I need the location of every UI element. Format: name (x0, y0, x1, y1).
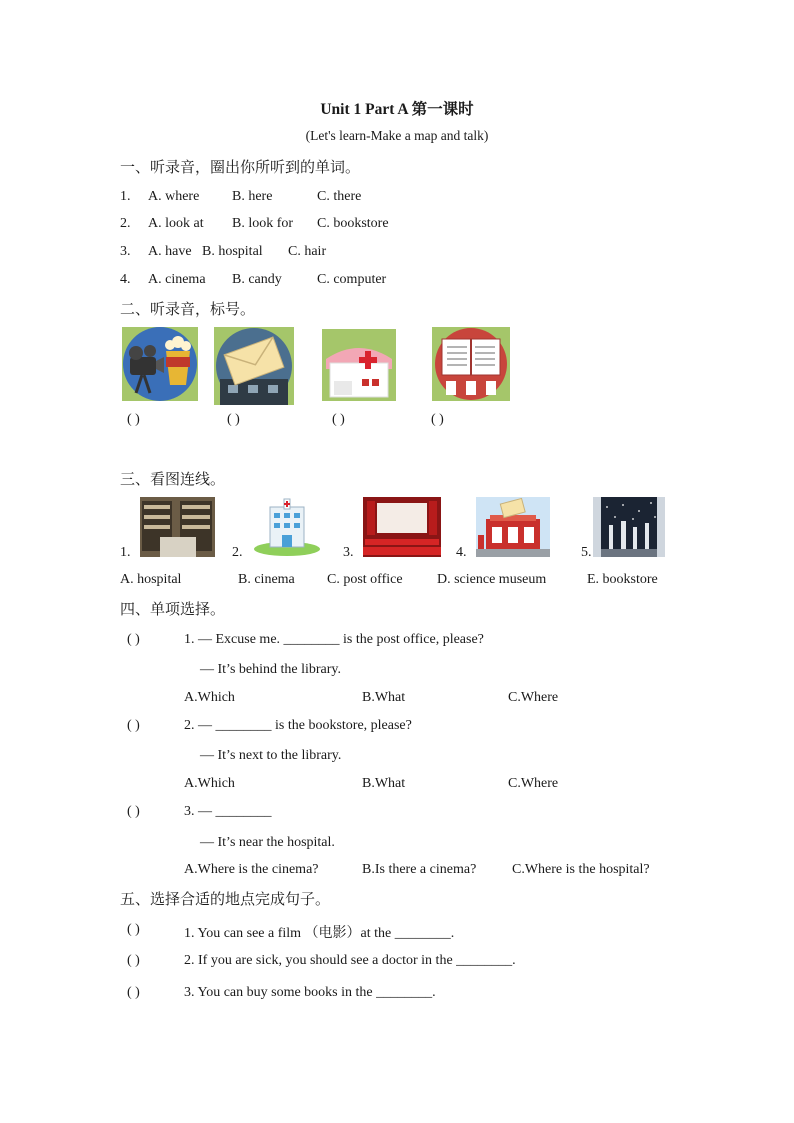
option-b: B. look for (232, 216, 294, 231)
post-office-icon (214, 327, 294, 405)
option-b: B. candy (232, 272, 282, 287)
answer-blank[interactable]: ( ) (431, 412, 444, 427)
item-number: 4. (120, 272, 131, 287)
answer-blank[interactable]: ( ) (127, 922, 140, 937)
answer-blank[interactable]: ( ) (127, 985, 140, 1000)
option-c: C. computer (317, 272, 387, 287)
picture-number: 5. (581, 545, 592, 560)
option-c: C.Where (508, 776, 559, 791)
post-office-picture (214, 327, 294, 405)
picture-number: 4. (456, 545, 467, 560)
option-a: A. have (148, 244, 192, 259)
cinema-picture (122, 327, 198, 401)
answer-text: — It’s behind the library. (200, 662, 342, 677)
science-museum-icon (593, 497, 665, 557)
option-b: B. here (232, 189, 273, 204)
item-number: 2. (120, 216, 131, 231)
option-c: C. there (317, 189, 362, 204)
question-text: 3. — ________ (184, 804, 272, 819)
option-b: B.What (362, 690, 406, 705)
hospital-building-icon (252, 497, 322, 557)
bookstore-icon (432, 327, 510, 401)
cinema-screen-icon (363, 497, 441, 557)
page-subtitle: (Let's learn-Make a map and talk) (305, 128, 489, 143)
option-a: A.Which (184, 776, 235, 791)
item-number: 3. (120, 244, 131, 259)
post-office-building-icon (476, 497, 550, 557)
hospital-picture (322, 329, 396, 401)
hospital-photo (252, 497, 322, 557)
sentence-text: 2. If you are sick, you should see a doctor in the ________. (184, 953, 516, 968)
answer-blank[interactable]: ( ) (127, 412, 140, 427)
option-c: C. bookstore (317, 216, 389, 231)
picture-number: 3. (343, 545, 354, 560)
bookstore-photo (140, 497, 215, 557)
section1-heading: 一、听录音，圈出你所听到的单词。 (120, 158, 361, 176)
option-a: A.Which (184, 690, 235, 705)
picture-number: 1. (120, 545, 131, 560)
option-c: C.Where (508, 690, 559, 705)
answer-blank[interactable]: ( ) (227, 412, 240, 427)
page-title: Unit 1 Part A 第一课时 (320, 101, 474, 118)
bookstore-picture (432, 327, 510, 401)
section5-heading: 五、选择合适的地点完成句子。 (120, 890, 331, 908)
match-option: A. hospital (120, 572, 182, 587)
match-option: E. bookstore (587, 572, 658, 587)
sentence-text: 3. You can buy some books in the ________. (184, 985, 436, 1000)
cinema-icon (122, 327, 198, 401)
section4-heading: 四、单项选择。 (120, 600, 226, 618)
option-b: B.What (362, 776, 406, 791)
post-office-photo (476, 497, 550, 557)
option-b: B.Is there a cinema? (362, 862, 477, 877)
hospital-icon (322, 329, 396, 401)
answer-text: — It’s near the hospital. (200, 835, 335, 850)
cinema-photo (363, 497, 441, 557)
option-a: A. cinema (148, 272, 206, 287)
picture-number: 2. (232, 545, 243, 560)
sentence-text: 1. You can see a film （电影）at the ________. (184, 926, 455, 941)
option-c: C.Where is the hospital? (512, 862, 650, 877)
option-a: A.Where is the cinema? (184, 862, 319, 877)
answer-blank[interactable]: ( ) (127, 718, 140, 733)
answer-blank[interactable]: ( ) (127, 804, 140, 819)
match-option: C. post office (327, 572, 403, 587)
option-c: C. hair (288, 244, 327, 259)
question-text: 1. — Excuse me. ________ is the post office, please? (184, 632, 484, 647)
bookshelf-icon (140, 497, 215, 557)
question-text: 2. — ________ is the bookstore, please? (184, 718, 412, 733)
section2-heading: 二、听录音，标号。 (120, 300, 256, 318)
answer-blank[interactable]: ( ) (127, 632, 140, 647)
match-option: D. science museum (437, 572, 547, 587)
item-number: 1. (120, 189, 131, 204)
option-a: A. where (148, 189, 200, 204)
option-a: A. look at (148, 216, 204, 231)
science-museum-photo (593, 497, 665, 557)
answer-blank[interactable]: ( ) (332, 412, 345, 427)
section3-heading: 三、看图连线。 (120, 470, 226, 488)
answer-text: — It’s next to the library. (200, 748, 342, 763)
match-option: B. cinema (238, 572, 295, 587)
answer-blank[interactable]: ( ) (127, 953, 140, 968)
option-b: B. hospital (202, 244, 263, 259)
